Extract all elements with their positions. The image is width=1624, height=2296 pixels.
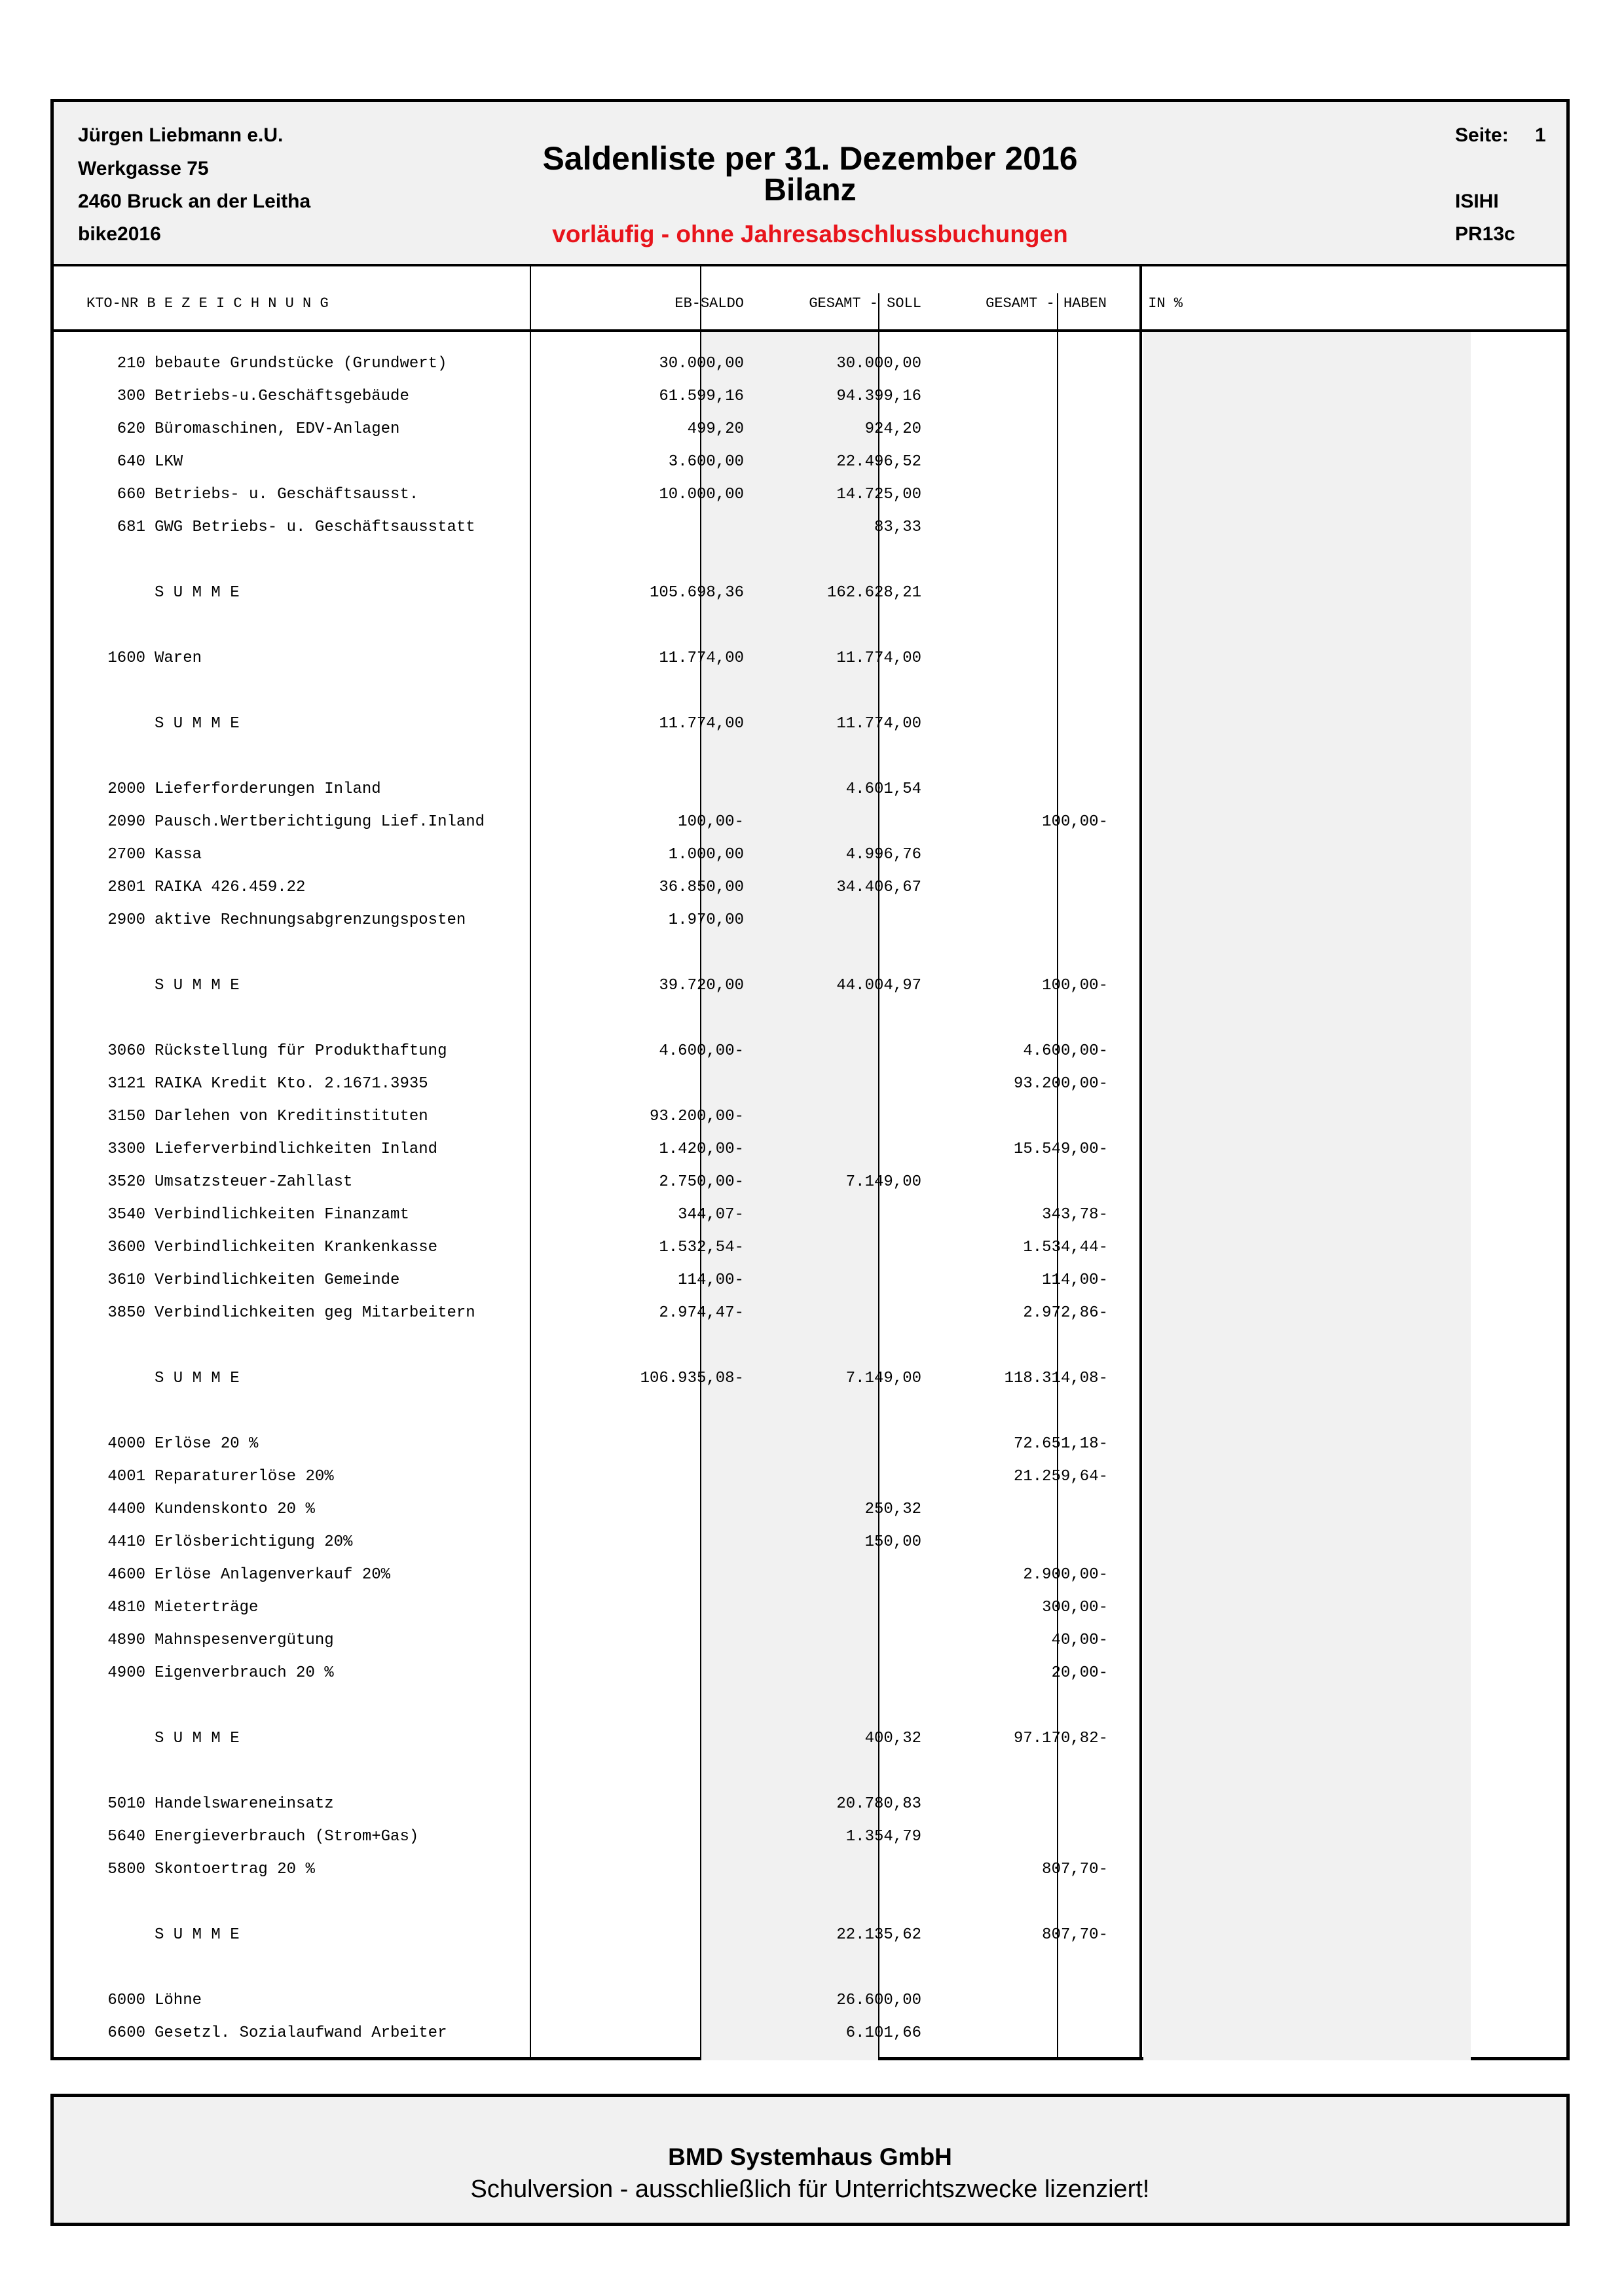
account-number: 300 — [117, 388, 145, 405]
divider-bez-eb — [530, 266, 531, 2060]
account-number: 3520 — [107, 1173, 145, 1191]
table-row — [54, 1269, 1566, 1302]
account-number: 2000 — [107, 780, 145, 798]
table-row — [54, 386, 1566, 418]
table-row — [54, 1400, 1566, 1433]
account-number: 4600 — [107, 1566, 145, 1584]
sum-label: S U M M E — [155, 584, 240, 602]
account-name: Mahnspesenvergütung — [155, 1631, 334, 1649]
sum-label: S U M M E — [155, 1730, 240, 1747]
account-number: 5010 — [107, 1795, 145, 1813]
table-row — [54, 517, 1566, 549]
eb-saldo-value: 36.850,00 — [659, 879, 744, 896]
col-kto-bezeichnung: KTO-NR B E Z E I C H N U N G — [86, 295, 329, 312]
eb-saldo-value: 10.000,00 — [659, 486, 744, 503]
haben-value: 807,70- — [1042, 1926, 1108, 1944]
table-row — [54, 1531, 1566, 1564]
soll-value: 162.628,21 — [826, 584, 921, 602]
account-number: 6000 — [107, 1992, 145, 2009]
account-name: Betriebs-u.Geschäftsgebäude — [155, 388, 409, 405]
account-name: Kundenskonto 20 % — [155, 1501, 315, 1518]
table-row — [54, 1695, 1566, 1728]
table-row — [54, 1302, 1566, 1335]
table-row — [54, 1106, 1566, 1139]
account-number: 5640 — [107, 1828, 145, 1846]
table-row — [54, 2022, 1566, 2055]
account-name: Verbindlichkeiten Gemeinde — [155, 1271, 400, 1289]
soll-value: 4.996,76 — [845, 846, 921, 864]
account-name: Reparaturerlöse 20% — [155, 1468, 334, 1485]
account-number: 3610 — [107, 1271, 145, 1289]
haben-value: 100,00- — [1042, 813, 1108, 831]
table-row — [54, 1630, 1566, 1662]
table-row — [54, 1728, 1566, 1760]
haben-value: 300,00- — [1042, 1599, 1108, 1616]
account-name: Umsatzsteuer-Zahllast — [155, 1173, 353, 1191]
eb-saldo-value: 114,00- — [678, 1271, 744, 1289]
soll-value: 150,00 — [864, 1533, 921, 1551]
eb-saldo-value: 1.532,54- — [659, 1239, 744, 1256]
eb-saldo-value: 11.774,00 — [659, 715, 744, 733]
account-name: Löhne — [155, 1992, 202, 2009]
account-name: RAIKA Kredit Kto. 2.1671.3935 — [155, 1075, 428, 1093]
eb-saldo-value: 61.599,16 — [659, 388, 744, 405]
soll-value: 30.000,00 — [836, 355, 921, 373]
table-row — [54, 1924, 1566, 1957]
account-name: Waren — [155, 649, 202, 667]
soll-value: 83,33 — [874, 519, 921, 536]
sum-label: S U M M E — [155, 977, 240, 994]
eb-saldo-value: 106.935,08- — [640, 1370, 744, 1387]
table-row — [54, 811, 1566, 844]
haben-value: 118.314,08- — [1004, 1370, 1108, 1387]
account-name: Erlösberichtigung 20% — [155, 1533, 353, 1551]
report-subtitle: Bilanz — [764, 173, 857, 208]
account-number: 3150 — [107, 1108, 145, 1125]
haben-value: 2.900,00- — [1023, 1566, 1108, 1584]
account-number: 3300 — [107, 1140, 145, 1158]
preliminary-notice: vorläufig - ohne Jahresabschlussbuchungen — [552, 221, 1068, 247]
divider-table-end — [1139, 266, 1142, 2060]
table-row — [54, 1139, 1566, 1171]
page-label: Seite: — [1455, 124, 1509, 146]
eb-saldo-value: 344,07- — [678, 1206, 744, 1224]
account-name: Kassa — [155, 846, 202, 864]
account-name: bebaute Grundstücke (Grundwert) — [155, 355, 447, 373]
account-number: 4410 — [107, 1533, 145, 1551]
report-header — [54, 102, 1566, 266]
account-name: Büromaschinen, EDV-Anlagen — [155, 420, 400, 438]
soll-value: 7.149,00 — [845, 1370, 921, 1387]
table-row — [54, 1662, 1566, 1695]
account-name: Erlöse Anlagenverkauf 20% — [155, 1566, 391, 1584]
account-number: 4000 — [107, 1435, 145, 1453]
eb-saldo-value: 105.698,36 — [649, 584, 744, 602]
table-row — [54, 975, 1566, 1008]
account-number: 3060 — [107, 1042, 145, 1060]
account-number: 3850 — [107, 1304, 145, 1322]
account-name: Eigenverbrauch 20 % — [155, 1664, 334, 1682]
soll-value: 34.406,67 — [836, 879, 921, 896]
soll-value: 44.004,97 — [836, 977, 921, 994]
table-row — [54, 1433, 1566, 1466]
account-name: Erlöse 20 % — [155, 1435, 259, 1453]
soll-value: 250,32 — [864, 1501, 921, 1518]
soll-value: 924,20 — [864, 420, 921, 438]
company-city: 2460 Bruck an der Leitha — [78, 191, 311, 212]
table-row — [54, 1760, 1566, 1793]
col-eb-saldo: EB-SALDO — [674, 295, 744, 312]
table-row — [54, 418, 1566, 451]
account-name: Gesetzl. Sozialaufwand Arbeiter — [155, 2024, 447, 2042]
account-name: RAIKA 426.459.22 — [155, 879, 306, 896]
account-number: 640 — [117, 453, 145, 471]
table-row — [54, 877, 1566, 909]
account-name: Verbindlichkeiten geg Mitarbeitern — [155, 1304, 475, 1322]
soll-value: 4.601,54 — [845, 780, 921, 798]
table-row — [54, 1564, 1566, 1597]
eb-saldo-value: 100,00- — [678, 813, 744, 831]
haben-value: 93.200,00- — [1013, 1075, 1108, 1093]
account-number: 660 — [117, 486, 145, 503]
account-number: 2090 — [107, 813, 145, 831]
col-gesamt-haben: GESAMT - HABEN — [986, 295, 1107, 312]
account-name: Darlehen von Kreditinstituten — [155, 1108, 428, 1125]
account-number: 4400 — [107, 1501, 145, 1518]
soll-value: 11.774,00 — [836, 715, 921, 733]
eb-saldo-value: 3.600,00 — [668, 453, 744, 471]
divider-eb-soll — [700, 266, 701, 2060]
account-number: 210 — [117, 355, 145, 373]
account-number: 4890 — [107, 1631, 145, 1649]
soll-value: 20.780,83 — [836, 1795, 921, 1813]
client-code: bike2016 — [78, 223, 161, 245]
haben-value: 100,00- — [1042, 977, 1108, 994]
table-row — [54, 680, 1566, 713]
table-row — [54, 909, 1566, 942]
table-row — [54, 1826, 1566, 1859]
table-row — [54, 582, 1566, 615]
report-title: Saldenliste per 31. Dezember 2016 — [542, 140, 1078, 177]
soll-value: 11.774,00 — [836, 649, 921, 667]
table-row — [54, 1859, 1566, 1891]
eb-saldo-value: 2.974,47- — [659, 1304, 744, 1322]
account-name: Betriebs- u. Geschäftsausst. — [155, 486, 419, 503]
account-number: 3121 — [107, 1075, 145, 1093]
account-name: aktive Rechnungsabgrenzungsposten — [155, 911, 466, 929]
account-number: 4900 — [107, 1664, 145, 1682]
table-row — [54, 484, 1566, 517]
table-row — [54, 1793, 1566, 1826]
table-row — [54, 1597, 1566, 1630]
soll-value: 14.725,00 — [836, 486, 921, 503]
haben-value: 15.549,00- — [1013, 1140, 1108, 1158]
account-number: 620 — [117, 420, 145, 438]
haben-value: 114,00- — [1042, 1271, 1108, 1289]
table-row — [54, 451, 1566, 484]
haben-value: 4.600,00- — [1023, 1042, 1108, 1060]
table-row — [54, 1204, 1566, 1237]
table-row — [54, 778, 1566, 811]
table-row — [54, 1891, 1566, 1924]
haben-value: 1.534,44- — [1023, 1239, 1108, 1256]
account-number: 4810 — [107, 1599, 145, 1616]
account-name: Rückstellung für Produkthaftung — [155, 1042, 447, 1060]
haben-value: 21.259,64- — [1013, 1468, 1108, 1485]
account-number: 2700 — [107, 846, 145, 864]
sum-label: S U M M E — [155, 1370, 240, 1387]
page-number: 1 — [1535, 124, 1546, 146]
table-row — [54, 1073, 1566, 1106]
eb-saldo-value: 4.600,00- — [659, 1042, 744, 1060]
haben-value: 343,78- — [1042, 1206, 1108, 1224]
table-row — [54, 1171, 1566, 1204]
divider-haben-in — [1057, 293, 1058, 2060]
account-name: Energieverbrauch (Strom+Gas) — [155, 1828, 419, 1846]
account-number: 681 — [117, 519, 145, 536]
table-row — [54, 844, 1566, 877]
account-table — [54, 332, 1566, 2060]
report-code-2: PR13c — [1455, 223, 1515, 245]
soll-value: 6.101,66 — [845, 2024, 921, 2042]
divider-soll-haben — [878, 293, 879, 2060]
report-code-1: ISIHI — [1455, 191, 1499, 212]
account-number: 4001 — [107, 1468, 145, 1485]
eb-saldo-value: 2.750,00- — [659, 1173, 744, 1191]
soll-value: 22.135,62 — [836, 1926, 921, 1944]
account-number: 6600 — [107, 2024, 145, 2042]
table-row — [54, 647, 1566, 680]
haben-value: 72.651,18- — [1013, 1435, 1108, 1453]
account-name: Verbindlichkeiten Krankenkasse — [155, 1239, 438, 1256]
table-row — [54, 1335, 1566, 1368]
eb-saldo-value: 11.774,00 — [659, 649, 744, 667]
account-name: Lieferforderungen Inland — [155, 780, 381, 798]
account-name: Lieferverbindlichkeiten Inland — [155, 1140, 438, 1158]
account-name: Mieterträge — [155, 1599, 259, 1616]
account-name: Handelswareneinsatz — [155, 1795, 334, 1813]
soll-value: 1.354,79 — [845, 1828, 921, 1846]
eb-saldo-value: 1.970,00 — [668, 911, 744, 929]
haben-value: 2.972,86- — [1023, 1304, 1108, 1322]
table-row — [54, 746, 1566, 778]
license-footer — [50, 2094, 1570, 2226]
haben-value: 20,00- — [1051, 1664, 1108, 1682]
table-row — [54, 1990, 1566, 2022]
account-name: LKW — [155, 453, 183, 471]
table-row — [54, 1466, 1566, 1499]
table-row — [54, 1008, 1566, 1040]
account-number: 5800 — [107, 1861, 145, 1878]
table-row — [54, 353, 1566, 386]
haben-value: 40,00- — [1051, 1631, 1108, 1649]
table-row — [54, 549, 1566, 582]
table-row — [54, 713, 1566, 746]
soll-value: 22.496,52 — [836, 453, 921, 471]
report-frame — [50, 99, 1570, 2060]
table-row — [54, 942, 1566, 975]
soll-value: 26.600,00 — [836, 1992, 921, 2009]
account-name: Pausch.Wertberichtigung Lief.Inland — [155, 813, 485, 831]
eb-saldo-value: 30.000,00 — [659, 355, 744, 373]
table-row — [54, 1040, 1566, 1073]
sum-label: S U M M E — [155, 715, 240, 733]
company-name: Jürgen Liebmann e.U. — [78, 124, 284, 146]
haben-value: 97.170,82- — [1013, 1730, 1108, 1747]
soll-value: 94.399,16 — [836, 388, 921, 405]
soll-value: 400,32 — [864, 1730, 921, 1747]
account-number: 1600 — [107, 649, 145, 667]
col-gesamt-soll: GESAMT - SOLL — [809, 295, 921, 312]
col-in-percent: IN % — [1148, 295, 1183, 312]
account-name: Verbindlichkeiten Finanzamt — [155, 1206, 409, 1224]
account-number: 2900 — [107, 911, 145, 929]
table-row — [54, 1957, 1566, 1990]
eb-saldo-value: 1.000,00 — [668, 846, 744, 864]
eb-saldo-value: 39.720,00 — [659, 977, 744, 994]
account-name: Skontoertrag 20 % — [155, 1861, 315, 1878]
table-row — [54, 615, 1566, 647]
eb-saldo-value: 93.200,00- — [649, 1108, 744, 1125]
company-street: Werkgasse 75 — [78, 158, 209, 179]
account-number: 3600 — [107, 1239, 145, 1256]
sum-label: S U M M E — [155, 1926, 240, 1944]
table-row — [54, 1368, 1566, 1400]
account-number: 2801 — [107, 879, 145, 896]
eb-saldo-value: 1.420,00- — [659, 1140, 744, 1158]
soll-value: 7.149,00 — [845, 1173, 921, 1191]
account-name: GWG Betriebs- u. Geschäftsausstatt — [155, 519, 475, 536]
table-row — [54, 1237, 1566, 1269]
table-row — [54, 1499, 1566, 1531]
vendor-name: BMD Systemhaus GmbH — [668, 2143, 952, 2170]
license-note: Schulversion - ausschließlich für Unterrichtszwecke lizenziert! — [470, 2176, 1150, 2203]
haben-value: 807,70- — [1042, 1861, 1108, 1878]
account-number: 3540 — [107, 1206, 145, 1224]
eb-saldo-value: 499,20 — [687, 420, 744, 438]
column-header — [54, 266, 1566, 332]
